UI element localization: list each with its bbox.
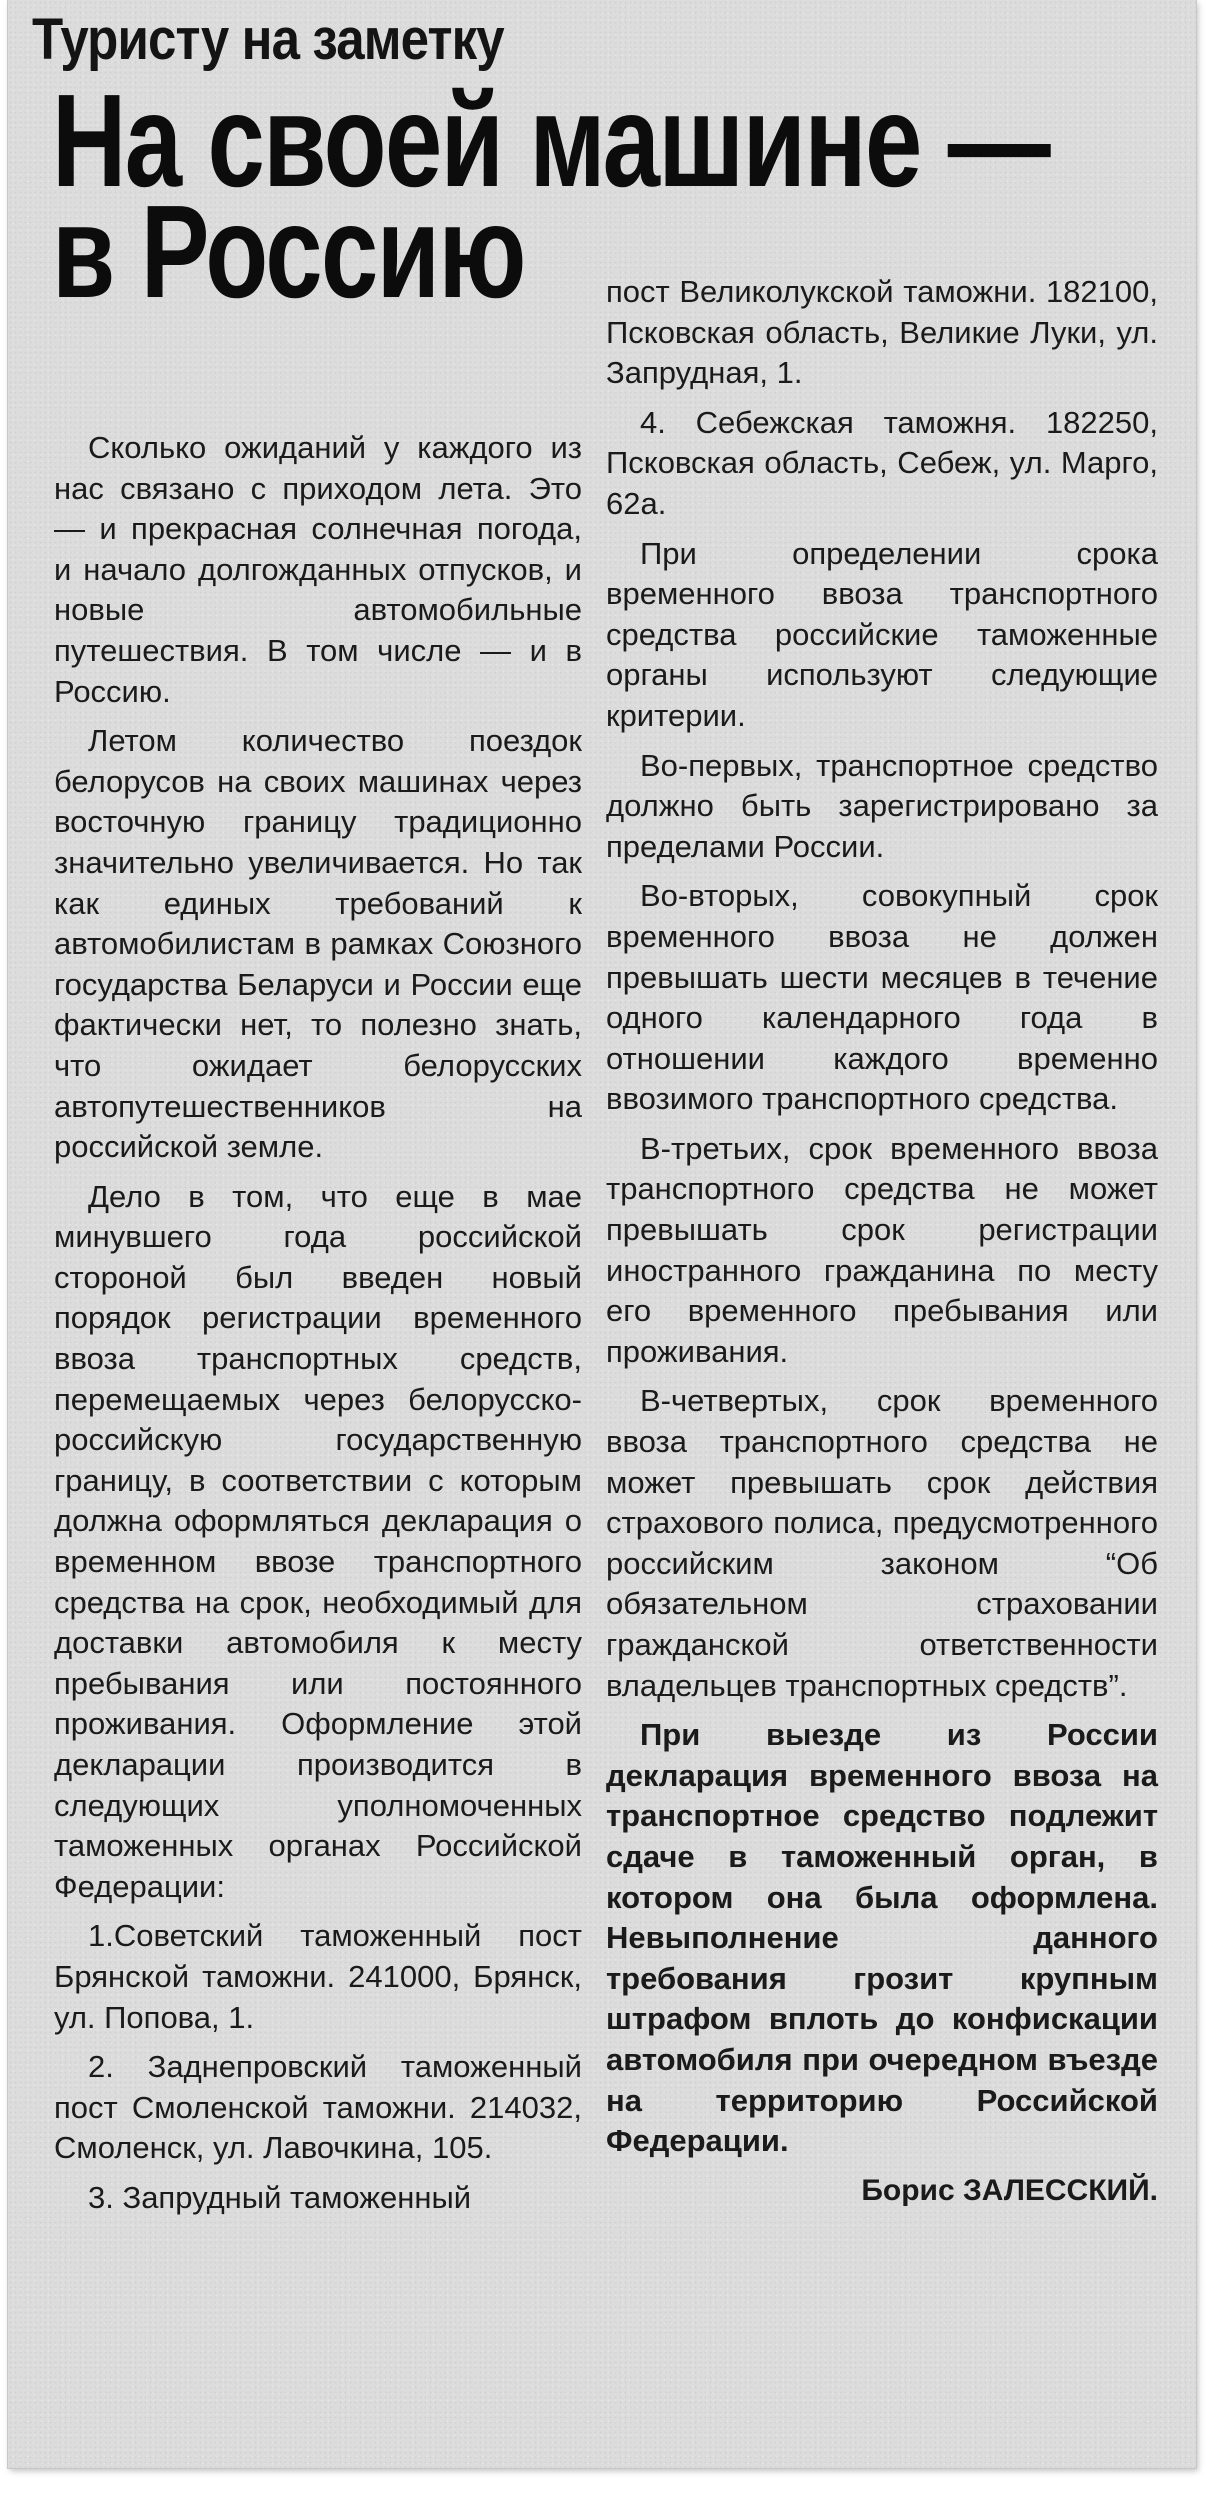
article-paragraph: Дело в том, что еще в мае минувшего года российской стороной был введен новый порядок регистрации временного ввоза транспортных средств, перемещаемых через белорусско-российскую государственную границу, в соответствии с которым должна оформляться декларация о временном ввозе транспортного средства на срок, необходимый для доставки автомобиля к месту пребывания или постоянного проживания. Оформление этой декларации производится в следующих уполномоченных таможенных органах Российской Федерации:	[54, 1178, 582, 1904]
article-left-column	[54, 428, 582, 2228]
criterion-paragraph: В-третьих, срок временного ввоза транспортного средства не может превышать срок регистрации иностранного гражданина по месту его временного пребывания или проживания.	[606, 1130, 1158, 1369]
criterion-paragraph: В-четвертых, срок временного ввоза транспортного средства не может превышать срок действия страхового полиса, предусмотренного российским законом “Об обязательном страховании гражданской ответственности владельцев транспортных средств”.	[606, 1383, 1158, 1703]
customs-post-item: 4. Себежская таможня. 182250, Псковская область, Себеж, ул. Марго, 62а.	[606, 404, 1158, 521]
author-byline: Борис ЗАЛЕССКИЙ.	[861, 2173, 1158, 2207]
article-right-column	[606, 272, 1158, 2211]
article-paragraph: При определении срока временного ввоза транспортного средства российские таможенные органы используют следующие критерии.	[606, 535, 1158, 733]
criterion-paragraph: Во-вторых, совокупный срок временного ввоза не должен превышать шести месяцев в течение одного календарного года в отношении каждого временно ввозимого транспортного средства.	[606, 878, 1158, 1117]
newspaper-clipping	[8, 0, 1196, 2468]
headline-line-1: На своей машине —	[52, 67, 1050, 214]
warning-paragraph: При выезде из России декларация временного ввоза на транспортное средство подлежит сдаче в таможенный орган, в котором она была оформлена. Невыполнение данного требования грозит крупным штрафом вплоть до конфискации автомобиля при очередном въезде на территорию Российской Федерации.	[606, 1717, 1158, 2159]
customs-post-item: 3. Запрудный таможенный	[88, 2179, 472, 2215]
criterion-paragraph: Во-первых, транспортное средство должно быть зарегистрировано за пределами России.	[606, 747, 1158, 864]
rubric-title: Туристу на заметку	[32, 7, 504, 72]
article-paragraph: Сколько ожиданий у каждого из нас связано с приходом лета. Это — и прекрасная солнечная погода, и начало долгожданных отпусков, и новые автомобильные путешествия. В том числе — и в Россию.	[54, 430, 582, 709]
article-paragraph: Летом количество поездок белорусов на своих машинах через восточную границу традиционно значительно увеличивается. Но так как единых требований к автомобилистам в рамках Союзного государства Беларуси и России еще фактически нет, то полезно знать, что ожидает белорусских автопутешественников на российской земле.	[54, 723, 582, 1165]
customs-post-item: 1.Советский таможенный пост Брянской таможни. 241000, Брянск, ул. Попова, 1.	[54, 1918, 582, 2035]
headline-line-2: в Россию	[52, 177, 525, 325]
customs-post-item: 2. Заднепровский таможенный пост Смоленской таможни. 214032, Смоленск, ул. Лавочкина, 105.	[54, 2049, 582, 2166]
article-continuation: пост Великолукской таможни. 182100, Псковская область, Великие Луки, ул. Запрудная, 1.	[606, 274, 1158, 391]
